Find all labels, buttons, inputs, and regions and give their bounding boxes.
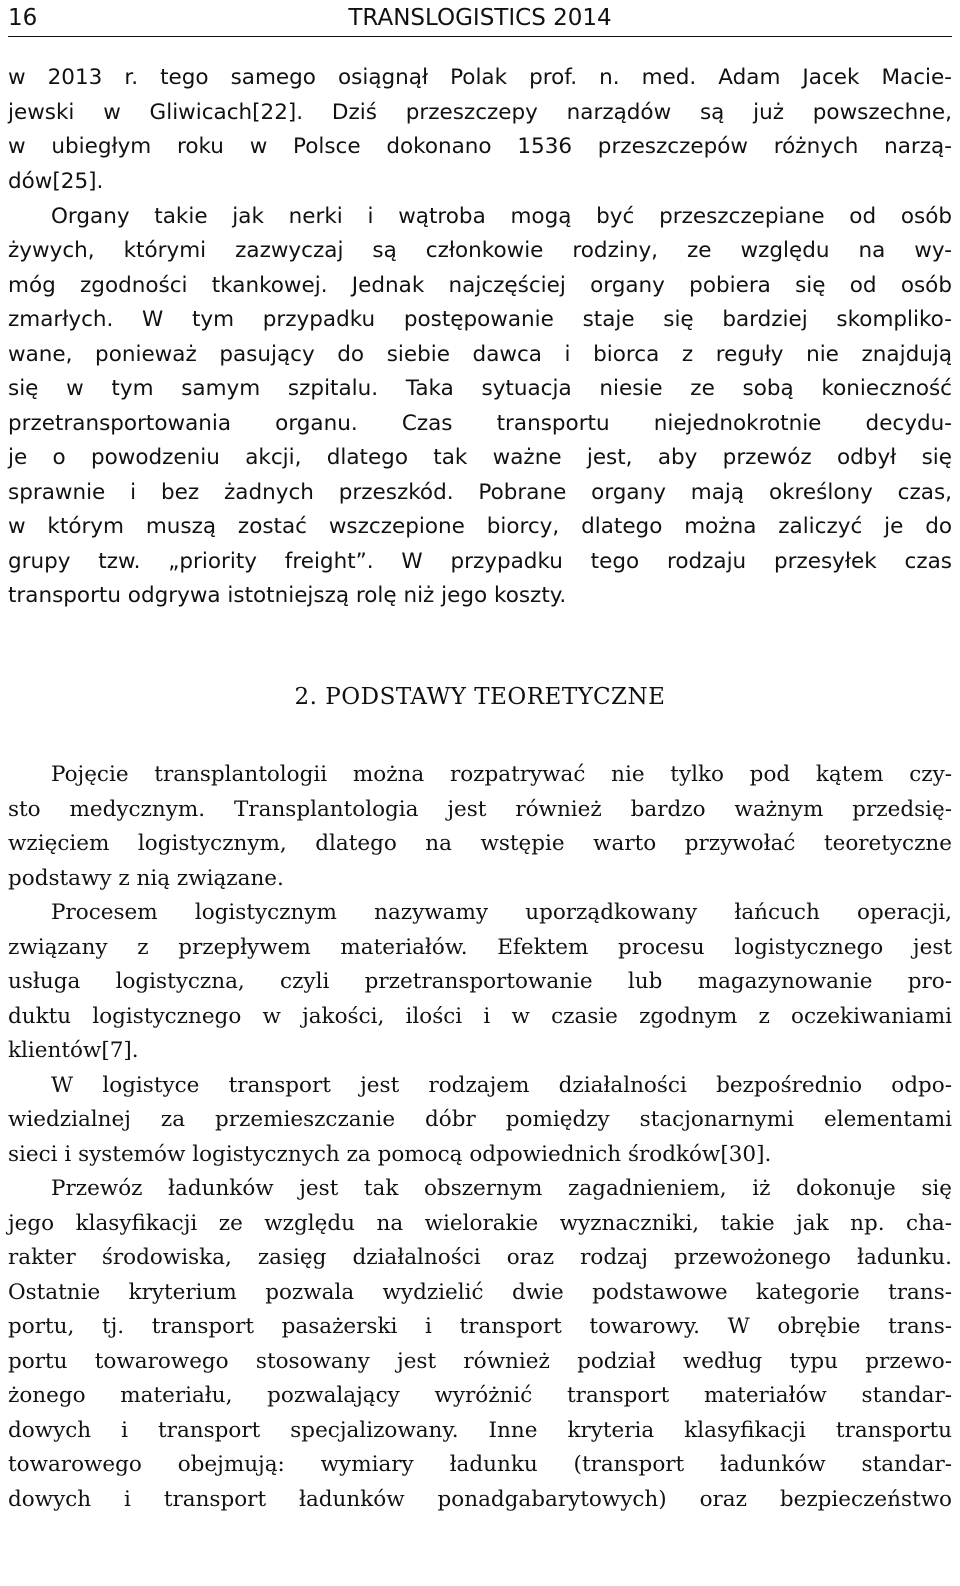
text-line: się w tym samym szpitalu. Taka sytuacja niesie ze sobą konieczność [8,376,952,401]
text-line: Przewóz ładunków jest tak obszernym zagadnieniem, iż dokonuje się [51,1176,952,1201]
running-header [8,0,952,36]
text-line: sieci i systemów logistycznych za pomocą odpowiednich środków[30]. [8,1142,772,1167]
text-line: jego klasyfikacji ze względu na wielorakie wyznaczniki, takie jak np. cha- [8,1211,952,1236]
text-line: wane, ponieważ pasujący do siebie dawca i biorca z reguły nie znajdują [8,342,952,367]
text-line: usługa logistyczna, czyli przetransportowanie lub magazynowanie pro- [8,969,952,994]
text-line: podstawy z nią związane. [8,866,284,891]
text-line: portu towarowego stosowany jest również podział według typu przewo- [8,1349,952,1374]
text-line: transportu odgrywa istotniejszą rolę niż jego koszty. [8,583,567,608]
text-line: dowych i transport ładunków ponadgabarytowych) oraz bezpieczeństwo [8,1487,952,1512]
text-line: klientów[7]. [8,1038,139,1063]
text-line: sto medycznym. Transplantologia jest również bardzo ważnym przedsię- [8,797,952,822]
text-line: grupy tzw. „priority freight”. W przypadku tego rodzaju przesyłek czas [8,549,952,574]
text-line: wzięciem logistycznym, dlatego na wstępie warto przywołać teoretyczne [8,831,952,856]
text-line: Organy takie jak nerki i wątroba mogą być przeszczepiane od osób [51,204,952,229]
text-line: w którym muszą zostać wszczepione biorcy, dlatego można zaliczyć je do [8,514,952,539]
document-page [8,0,952,1586]
text-line: rakter środowiska, zasięg działalności oraz rodzaj przewożonego ładunku. [8,1245,952,1270]
text-line: je o powodzeniu akcji, dlatego tak ważne jest, aby przewóz odbył się [8,445,952,470]
text-line: jewski w Gliwicach[22]. Dziś przeszczepy narządów są już powszechne, [8,100,952,125]
text-line: w 2013 r. tego samego osiągnął Polak prof. n. med. Adam Jacek Macie- [8,65,952,90]
section-heading: 2. PODSTAWY TEORETYCZNE [294,684,666,710]
text-line: sprawnie i bez żadnych przeszkód. Pobrane organy mają określony czas, [8,480,952,505]
text-line: wiedzialnej za przemieszczanie dóbr pomiędzy stacjonarnymi elementami [8,1107,952,1132]
text-line: Procesem logistycznym nazywamy uporządkowany łańcuch operacji, [51,900,952,925]
text-line: w ubiegłym roku w Polsce dokonano 1536 przeszczepów różnych narzą- [8,134,952,159]
page-number: 16 [8,5,38,31]
text-line: portu, tj. transport pasażerski i transport towarowy. W obrębie trans- [8,1314,952,1339]
text-line: towarowego obejmują: wymiary ładunku (transport ładunków standar- [8,1452,952,1477]
text-line: dowych i transport specjalizowany. Inne kryteria klasyfikacji transportu [8,1418,952,1443]
header-rule [8,36,952,37]
text-line: związany z przepływem materiałów. Efektem procesu logistycznego jest [8,935,952,960]
text-line: żywych, którymi zazwyczaj są członkowie rodziny, ze względu na wy- [8,238,952,263]
text-line: dów[25]. [8,169,104,194]
text-line: duktu logistycznego w jakości, ilości i w czasie zgodnym z oczekiwaniami [8,1004,952,1029]
journal-title: TRANSLOGISTICS 2014 [348,5,612,31]
text-line: móg zgodności tkankowej. Jednak najczęściej organy pobiera się od osób [8,273,952,298]
text-line: Pojęcie transplantologii można rozpatrywać nie tylko pod kątem czy- [51,762,952,787]
text-line: żonego materiału, pozwalający wyróżnić transport materiałów standar- [8,1383,952,1408]
text-line: W logistyce transport jest rodzajem działalności bezpośrednio odpo- [51,1073,952,1098]
text-line: Ostatnie kryterium pozwala wydzielić dwie podstawowe kategorie trans- [8,1280,952,1305]
text-line: zmarłych. W tym przypadku postępowanie staje się bardziej skompliko- [8,307,952,332]
text-line: przetransportowania organu. Czas transportu niejednokrotnie decydu- [8,411,952,436]
